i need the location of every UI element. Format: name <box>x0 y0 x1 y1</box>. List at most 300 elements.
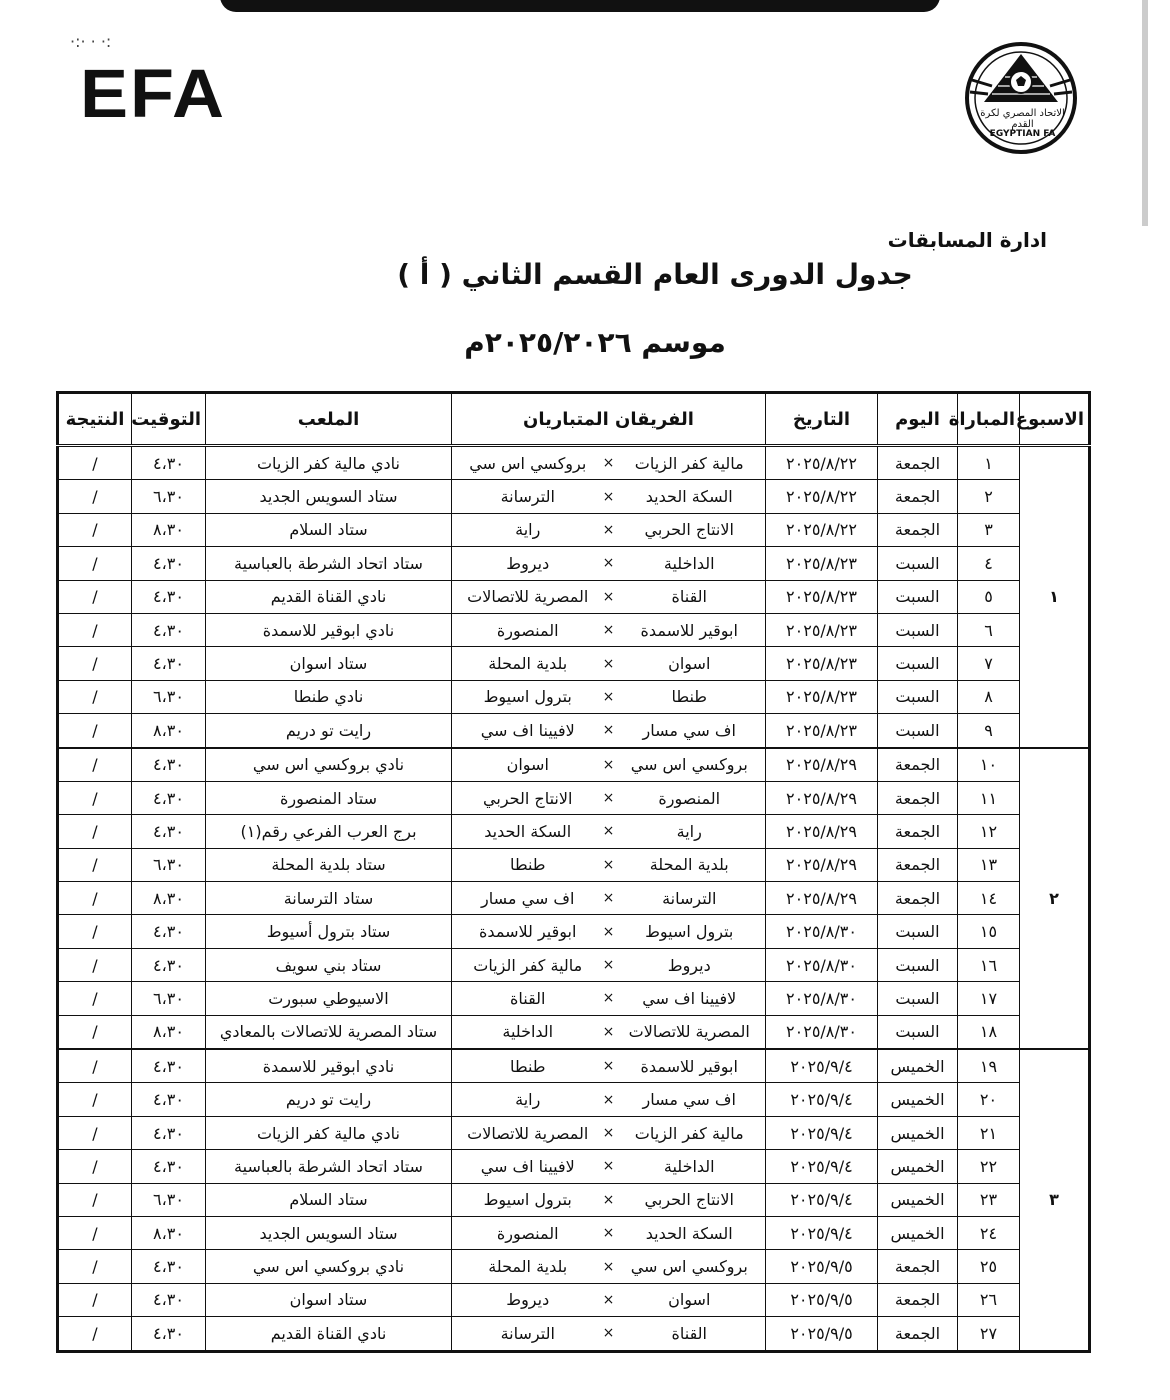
away-team: الترسانة <box>500 1323 555 1343</box>
home-team: بترول اسيوط <box>645 922 734 942</box>
match-date: ٢٠٢٥/٩/٤ <box>766 1183 878 1216</box>
home-team: مالية كفر الزيات <box>634 453 744 473</box>
header-teams: الفريقان المتباريان <box>452 393 766 446</box>
kickoff-time: ٤،٣٠ <box>132 1283 206 1316</box>
versus-mark: × <box>602 1023 615 1040</box>
match-date: ٢٠٢٥/٩/٤ <box>766 1150 878 1183</box>
kickoff-time: ٤،٣٠ <box>132 1116 206 1149</box>
match-day: السبت <box>878 647 958 680</box>
home-team: المنصورة <box>658 788 721 808</box>
home-team: مالية كفر الزيات <box>634 1123 744 1143</box>
away-team: السكة الحديد <box>484 821 572 841</box>
kickoff-time: ٦،٣٠ <box>132 680 206 713</box>
home-team: ابوقير للاسمدة <box>640 620 738 640</box>
table-row <box>58 915 1090 948</box>
match-number: ١٣ <box>958 848 1020 881</box>
versus-mark: × <box>602 455 615 472</box>
match-result: / <box>58 714 132 748</box>
match-date: ٢٠٢٥/٨/٢٣ <box>766 680 878 713</box>
match-number: ٤ <box>958 547 1020 580</box>
table-row <box>58 815 1090 848</box>
match-result: / <box>58 948 132 981</box>
match-date: ٢٠٢٥/٩/٤ <box>766 1083 878 1116</box>
match-number: ٨ <box>958 680 1020 713</box>
stadium: ستاد الترسانة <box>206 882 452 915</box>
stadium: نادي ابوقير للاسمدة <box>206 1049 452 1083</box>
match-date: ٢٠٢٥/٨/٢٩ <box>766 815 878 848</box>
match-number: ٥ <box>958 580 1020 613</box>
match-result: / <box>58 1250 132 1283</box>
match-number: ١٥ <box>958 915 1020 948</box>
stadium: نادي القناة القديم <box>206 1317 452 1351</box>
match-date: ٢٠٢٥/٨/٢٢ <box>766 513 878 546</box>
table-row <box>58 1317 1090 1351</box>
table-row <box>58 1015 1090 1049</box>
kickoff-time: ٨،٣٠ <box>132 882 206 915</box>
match-day: السبت <box>878 915 958 948</box>
match-day: الخميس <box>878 1116 958 1149</box>
away-team: اسوان <box>506 755 549 775</box>
kickoff-time: ٤،٣٠ <box>132 948 206 981</box>
match-number: ٢١ <box>958 1116 1020 1149</box>
match-day: السبت <box>878 982 958 1015</box>
kickoff-time: ٤،٣٠ <box>132 647 206 680</box>
home-team: الترسانة <box>662 888 717 908</box>
match-date: ٢٠٢٥/٨/٢٢ <box>766 480 878 513</box>
home-team: السكة الحديد <box>645 1223 733 1243</box>
table-row <box>58 748 1090 782</box>
table-row <box>58 1250 1090 1283</box>
home-team: اف سي مسار <box>642 1090 736 1110</box>
match-date: ٢٠٢٥/٨/٢٩ <box>766 848 878 881</box>
versus-mark: × <box>602 1158 615 1175</box>
top-border-shape <box>0 0 1170 16</box>
stadium: الاسيوطي سبورت <box>206 982 452 1015</box>
away-team: المنصورة <box>496 1223 559 1243</box>
stadium: ستاد السويس الجديد <box>206 1216 452 1249</box>
home-team: اسوان <box>668 654 711 674</box>
kickoff-time: ٤،٣٠ <box>132 781 206 814</box>
home-team: الداخلية <box>663 1156 715 1176</box>
match-day: الجمعة <box>878 1250 958 1283</box>
home-team: السكة الحديد <box>645 487 733 507</box>
match-result: / <box>58 1083 132 1116</box>
kickoff-time: ٤،٣٠ <box>132 1083 206 1116</box>
stadium: نادي مالية كفر الزيات <box>206 1116 452 1149</box>
match-number: ٢ <box>958 480 1020 513</box>
match-day: الخميس <box>878 1150 958 1183</box>
home-team: القناة <box>671 587 707 607</box>
away-team: بترول اسيوط <box>483 1190 572 1210</box>
table-row <box>58 1150 1090 1183</box>
home-team: الداخلية <box>663 553 715 573</box>
match-date: ٢٠٢٥/٩/٤ <box>766 1049 878 1083</box>
kickoff-time: ٤،٣٠ <box>132 547 206 580</box>
match-day: السبت <box>878 547 958 580</box>
match-number: ٢٤ <box>958 1216 1020 1249</box>
match-day: السبت <box>878 680 958 713</box>
stadium: نادي بروكسي اس سي <box>206 748 452 782</box>
stadium: ستاد بلدية المحلة <box>206 848 452 881</box>
kickoff-time: ٤،٣٠ <box>132 1317 206 1351</box>
away-team: المنصورة <box>496 620 559 640</box>
stadium: رايت تو دريم <box>206 714 452 748</box>
match-day: الجمعة <box>878 781 958 814</box>
match-result: / <box>58 815 132 848</box>
match-teams <box>452 613 766 646</box>
table-row <box>58 1049 1090 1083</box>
stadium: ستاد السلام <box>206 1183 452 1216</box>
match-result: / <box>58 647 132 680</box>
week-number: ٣ <box>1020 1049 1090 1351</box>
versus-mark: × <box>602 1091 615 1108</box>
match-result: / <box>58 480 132 513</box>
match-number: ١٧ <box>958 982 1020 1015</box>
match-result: / <box>58 1116 132 1149</box>
kickoff-time: ٤،٣٠ <box>132 1250 206 1283</box>
match-teams <box>452 1083 766 1116</box>
header-date: التاريخ <box>766 393 878 446</box>
egyptian-fa-emblem <box>962 40 1080 160</box>
home-team: المصرية للاتصالات <box>628 1022 750 1042</box>
match-teams <box>452 1049 766 1083</box>
versus-mark: × <box>602 622 615 639</box>
stadium: رايت تو دريم <box>206 1083 452 1116</box>
match-teams <box>452 1015 766 1049</box>
away-team: الترسانة <box>500 487 555 507</box>
versus-mark: × <box>602 1258 615 1275</box>
home-team: الانتاج الحربي <box>644 1190 734 1210</box>
match-day: الجمعة <box>878 1283 958 1316</box>
away-team: المصرية للاتصالات <box>467 587 589 607</box>
home-team: بروكسي اس سي <box>630 755 748 775</box>
match-number: ١ <box>958 446 1020 480</box>
match-date: ٢٠٢٥/٨/٢٩ <box>766 781 878 814</box>
home-team: راية <box>676 821 702 841</box>
table-row <box>58 781 1090 814</box>
kickoff-time: ٦،٣٠ <box>132 848 206 881</box>
match-number: ١٩ <box>958 1049 1020 1083</box>
match-result: / <box>58 781 132 814</box>
away-team: طنطا <box>509 855 546 875</box>
away-team: مالية كفر الزيات <box>473 955 583 975</box>
kickoff-time: ٤،٣٠ <box>132 446 206 480</box>
match-day: السبت <box>878 1015 958 1049</box>
match-result: / <box>58 1049 132 1083</box>
match-day: الخميس <box>878 1049 958 1083</box>
match-teams <box>452 513 766 546</box>
versus-mark: × <box>602 957 615 974</box>
match-number: ٧ <box>958 647 1020 680</box>
match-day: الخميس <box>878 1083 958 1116</box>
match-result: / <box>58 882 132 915</box>
table-header-row <box>58 393 1090 446</box>
home-team: بلدية المحلة <box>649 855 729 875</box>
stadium: ستاد السويس الجديد <box>206 480 452 513</box>
kickoff-time: ٨،٣٠ <box>132 1216 206 1249</box>
match-date: ٢٠٢٥/٨/٢٣ <box>766 714 878 748</box>
page-title: جدول الدورى العام القسم الثاني ( أ ) <box>397 258 913 291</box>
match-teams <box>452 446 766 480</box>
away-team: طنطا <box>509 1056 546 1076</box>
match-teams <box>452 748 766 782</box>
match-date: ٢٠٢٥/٩/٥ <box>766 1317 878 1351</box>
schedule-body <box>58 446 1090 1352</box>
match-teams <box>452 1216 766 1249</box>
away-team: راية <box>515 520 541 540</box>
away-team: الانتاج الحربي <box>483 788 573 808</box>
efa-brand-logo: EFA <box>80 56 227 132</box>
match-number: ٢٥ <box>958 1250 1020 1283</box>
kickoff-time: ٤،٣٠ <box>132 915 206 948</box>
stadium: برج العرب الفرعي رقم(١) <box>206 815 452 848</box>
stadium: ستاد اسوان <box>206 647 452 680</box>
match-day: السبت <box>878 613 958 646</box>
away-team: ابوقير للاسمدة <box>479 922 577 942</box>
match-result: / <box>58 680 132 713</box>
table-row <box>58 480 1090 513</box>
away-team: ديروط <box>506 1290 550 1310</box>
match-day: السبت <box>878 948 958 981</box>
kickoff-time: ٨،٣٠ <box>132 1015 206 1049</box>
match-teams <box>452 1150 766 1183</box>
match-day: الجمعة <box>878 748 958 782</box>
match-teams <box>452 1250 766 1283</box>
week-number: ١ <box>1020 446 1090 748</box>
match-date: ٢٠٢٥/٨/٢٣ <box>766 647 878 680</box>
match-teams <box>452 1183 766 1216</box>
stadium: نادي مالية كفر الزيات <box>206 446 452 480</box>
match-teams <box>452 882 766 915</box>
home-team: لافيينا اف سي <box>642 988 737 1008</box>
versus-mark: × <box>602 722 615 739</box>
match-day: السبت <box>878 714 958 748</box>
away-team: الداخلية <box>502 1022 554 1042</box>
table-row <box>58 580 1090 613</box>
match-date: ٢٠٢٥/٨/٣٠ <box>766 915 878 948</box>
kickoff-time: ٤،٣٠ <box>132 613 206 646</box>
stadium: نادي القناة القديم <box>206 580 452 613</box>
home-team: اف سي مسار <box>642 720 736 740</box>
match-result: / <box>58 1216 132 1249</box>
away-team: لافيينا اف سي <box>480 720 575 740</box>
match-teams <box>452 480 766 513</box>
match-teams <box>452 680 766 713</box>
match-day: الخميس <box>878 1183 958 1216</box>
versus-mark: × <box>602 923 615 940</box>
match-day: الخميس <box>878 1216 958 1249</box>
table-row <box>58 1083 1090 1116</box>
match-result: / <box>58 1015 132 1049</box>
match-date: ٢٠٢٥/٨/٢٣ <box>766 580 878 613</box>
match-date: ٢٠٢٥/٩/٥ <box>766 1250 878 1283</box>
stadium: ستاد اسوان <box>206 1283 452 1316</box>
away-team: اف سي مسار <box>481 888 575 908</box>
match-teams <box>452 547 766 580</box>
match-teams <box>452 848 766 881</box>
table-row <box>58 982 1090 1015</box>
away-team: بروكسي اس سي <box>469 453 587 473</box>
table-row <box>58 680 1090 713</box>
away-team: بترول اسيوط <box>483 687 572 707</box>
match-number: ١٠ <box>958 748 1020 782</box>
match-date: ٢٠٢٥/٩/٤ <box>766 1116 878 1149</box>
match-result: / <box>58 1283 132 1316</box>
table-row <box>58 882 1090 915</box>
match-day: الجمعة <box>878 815 958 848</box>
versus-mark: × <box>602 1191 615 1208</box>
away-team: ديروط <box>506 553 550 573</box>
kickoff-time: ٤،٣٠ <box>132 815 206 848</box>
header-day: اليوم <box>878 393 958 446</box>
kickoff-time: ٨،٣٠ <box>132 714 206 748</box>
match-teams <box>452 915 766 948</box>
match-result: / <box>58 982 132 1015</box>
match-number: ٣ <box>958 513 1020 546</box>
match-result: / <box>58 446 132 480</box>
table-row <box>58 513 1090 546</box>
match-number: ٦ <box>958 613 1020 646</box>
stadium: ستاد السلام <box>206 513 452 546</box>
match-result: / <box>58 613 132 646</box>
match-result: / <box>58 915 132 948</box>
match-teams <box>452 580 766 613</box>
match-date: ٢٠٢٥/٨/٣٠ <box>766 948 878 981</box>
match-date: ٢٠٢٥/٨/٢٩ <box>766 882 878 915</box>
kickoff-time: ٤،٣٠ <box>132 748 206 782</box>
match-day: السبت <box>878 580 958 613</box>
versus-mark: × <box>602 588 615 605</box>
versus-mark: × <box>602 488 615 505</box>
match-number: ١١ <box>958 781 1020 814</box>
match-result: / <box>58 547 132 580</box>
home-team: بروكسي اس سي <box>630 1257 748 1277</box>
stadium: ستاد اتحاد الشرطة بالعباسية <box>206 547 452 580</box>
header-match: المباراة <box>958 393 1020 446</box>
away-team: لافيينا اف سي <box>480 1156 575 1176</box>
match-day: الجمعة <box>878 446 958 480</box>
versus-mark: × <box>602 856 615 873</box>
versus-mark: × <box>602 890 615 907</box>
table-row <box>58 1283 1090 1316</box>
versus-mark: × <box>602 1291 615 1308</box>
match-number: ٢٣ <box>958 1183 1020 1216</box>
versus-mark: × <box>602 655 615 672</box>
match-teams <box>452 1317 766 1351</box>
match-result: / <box>58 848 132 881</box>
stadium: نادي طنطا <box>206 680 452 713</box>
header-stadium: الملعب <box>206 393 452 446</box>
match-date: ٢٠٢٥/٨/٢٢ <box>766 446 878 480</box>
table-row <box>58 1116 1090 1149</box>
table-row <box>58 948 1090 981</box>
match-number: ٩ <box>958 714 1020 748</box>
table-row <box>58 714 1090 748</box>
home-team: القناة <box>671 1323 707 1343</box>
match-number: ١٦ <box>958 948 1020 981</box>
match-teams <box>452 948 766 981</box>
header-result: النتيجة <box>58 393 132 446</box>
schedule-table <box>56 391 1091 1353</box>
versus-mark: × <box>602 688 615 705</box>
match-number: ٢٠ <box>958 1083 1020 1116</box>
versus-mark: × <box>602 555 615 572</box>
table-row <box>58 547 1090 580</box>
match-result: / <box>58 1150 132 1183</box>
match-teams <box>452 815 766 848</box>
match-number: ٢٢ <box>958 1150 1020 1183</box>
versus-mark: × <box>602 990 615 1007</box>
versus-mark: × <box>602 823 615 840</box>
away-team: بلدية المحلة <box>488 1257 568 1277</box>
versus-mark: × <box>602 521 615 538</box>
match-result: / <box>58 748 132 782</box>
kickoff-time: ٨،٣٠ <box>132 513 206 546</box>
match-result: / <box>58 580 132 613</box>
match-date: ٢٠٢٥/٨/٢٣ <box>766 547 878 580</box>
match-result: / <box>58 1317 132 1351</box>
match-date: ٢٠٢٥/٩/٥ <box>766 1283 878 1316</box>
match-date: ٢٠٢٥/٨/٢٩ <box>766 748 878 782</box>
table-row <box>58 1216 1090 1249</box>
match-date: ٢٠٢٥/٨/٢٣ <box>766 613 878 646</box>
match-result: / <box>58 513 132 546</box>
match-teams <box>452 781 766 814</box>
versus-mark: × <box>602 756 615 773</box>
home-team: ديروط <box>667 955 711 975</box>
stadium: ستاد المنصورة <box>206 781 452 814</box>
match-date: ٢٠٢٥/٨/٣٠ <box>766 982 878 1015</box>
stadium: ستاد المصرية للاتصالات بالمعادي <box>206 1015 452 1049</box>
stadium: ستاد بترول أسيوط <box>206 915 452 948</box>
department-label: ادارة المسابقات <box>887 228 1047 252</box>
match-teams <box>452 1116 766 1149</box>
match-teams <box>452 647 766 680</box>
week-number: ٢ <box>1020 748 1090 1050</box>
match-teams <box>452 982 766 1015</box>
match-day: الجمعة <box>878 480 958 513</box>
table-row <box>58 446 1090 480</box>
stadium: ستاد بني سويف <box>206 948 452 981</box>
away-team: راية <box>515 1090 541 1110</box>
match-date: ٢٠٢٥/٨/٣٠ <box>766 1015 878 1049</box>
stadium: ستاد اتحاد الشرطة بالعباسية <box>206 1150 452 1183</box>
versus-mark: × <box>602 1325 615 1342</box>
match-number: ٢٦ <box>958 1283 1020 1316</box>
home-team: الانتاج الحربي <box>644 520 734 540</box>
away-team: القناة <box>510 988 546 1008</box>
home-team: اسوان <box>668 1290 711 1310</box>
match-number: ١٨ <box>958 1015 1020 1049</box>
match-number: ١٤ <box>958 882 1020 915</box>
stadium: نادي بروكسي اس سي <box>206 1250 452 1283</box>
kickoff-time: ٤،٣٠ <box>132 1049 206 1083</box>
emblem-caption: الاتحاد المصري لكرة القدم EGYPTIAN FA <box>980 108 1065 139</box>
away-team: المصرية للاتصالات <box>467 1123 589 1143</box>
match-day: الجمعة <box>878 1317 958 1351</box>
kickoff-time: ٤،٣٠ <box>132 580 206 613</box>
match-day: الجمعة <box>878 882 958 915</box>
kickoff-time: ٦،٣٠ <box>132 1183 206 1216</box>
match-result: / <box>58 1183 132 1216</box>
versus-mark: × <box>602 1225 615 1242</box>
match-day: الجمعة <box>878 848 958 881</box>
match-date: ٢٠٢٥/٩/٤ <box>766 1216 878 1249</box>
home-team: ابوقير للاسمدة <box>640 1056 738 1076</box>
versus-mark: × <box>602 790 615 807</box>
match-teams <box>452 1283 766 1316</box>
match-number: ٢٧ <box>958 1317 1020 1351</box>
